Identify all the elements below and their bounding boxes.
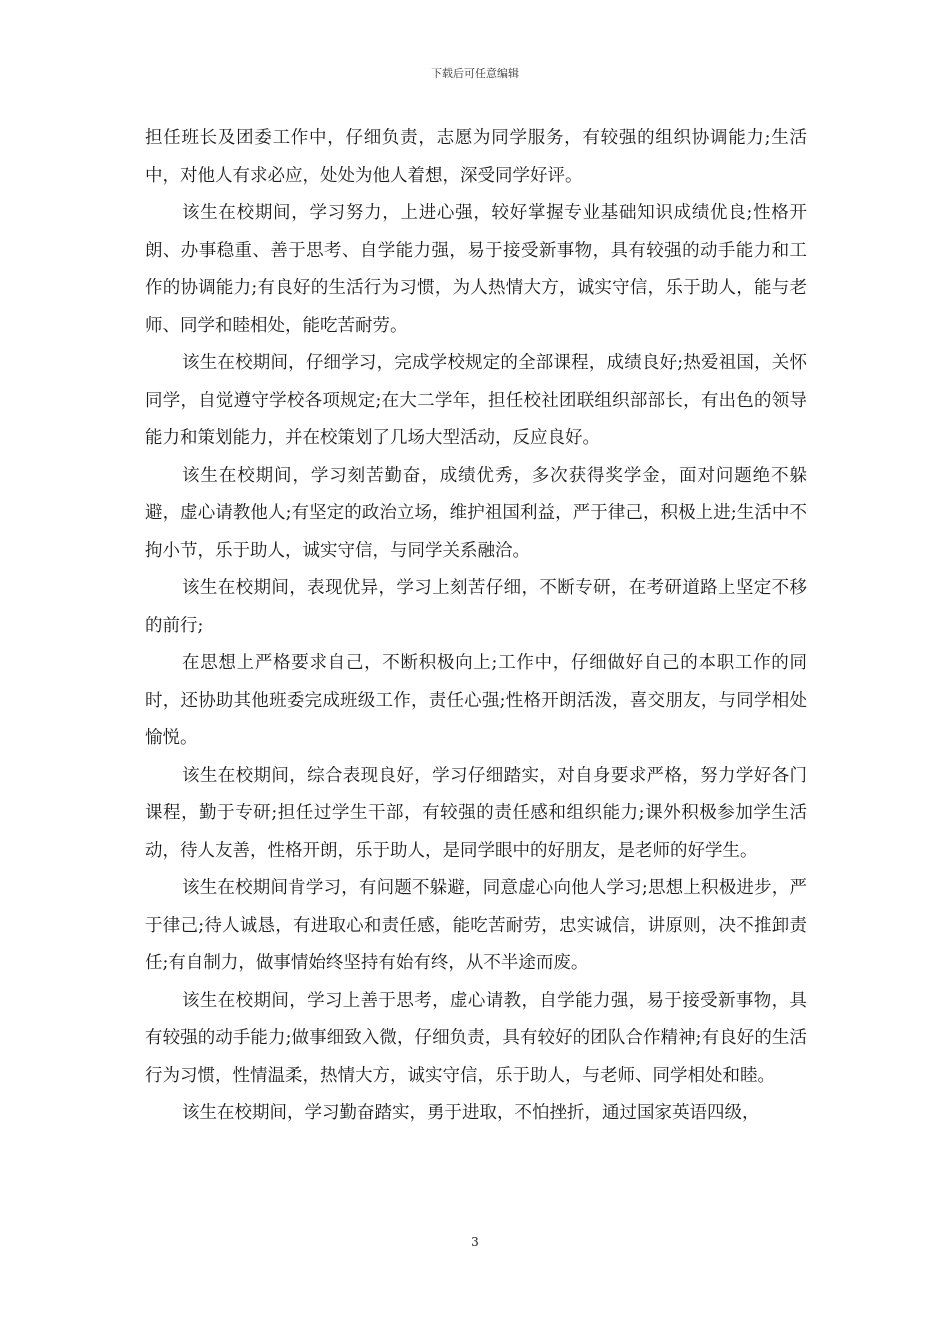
page-number: 3: [471, 1235, 479, 1249]
paragraph: 该生在校期间肯学习，有问题不躲避，同意虚心向他人学习;思想上积极进步，严于律己;待人诚恳，有进取心和责任感，能吃苦耐劳，忠实诚信，讲原则，决不推卸责任;有自制力，做事情始终坚持有始有终，从不半途而废。: [145, 878, 807, 973]
paragraph: 该生在校期间，仔细学习，完成学校规定的全部课程，成绩良好;热爱祖国，关怀同学，自觉遵守学校各项规定;在大二学年，担任校社团联组织部部长，有出色的领导能力和策划能力，并在校策划了几场大型活动，反应良好。: [145, 353, 807, 448]
document-body: [145, 120, 807, 1133]
paragraph: 该生在校期间，学习努力，上进心强，较好掌握专业基础知识成绩优良;性格开朗、办事稳重、善于思考、自学能力强，易于接受新事物，具有较强的动手能力和工作的协调能力;有良好的生活行为习惯，为人热情大方，诚实守信，乐于助人，能与老师、同学和睦相处，能吃苦耐劳。: [145, 203, 807, 336]
paragraph: 在思想上严格要求自己，不断积极向上;工作中，仔细做好自己的本职工作的同时，还协助其他班委完成班级工作，责任心强;性格开朗活泼，喜交朋友，与同学相处愉悦。: [145, 653, 807, 748]
paragraph: 该生在校期间，学习勤奋踏实，勇于进取，不怕挫折，通过国家英语四级，: [182, 1103, 760, 1123]
paragraph: 该生在校期间，表现优异，学习上刻苦仔细，不断专研，在考研道路上坚定不移的前行;: [145, 578, 807, 636]
paragraph: 该生在校期间，学习上善于思考，虚心请教，自学能力强，易于接受新事物，具有较强的动手能力;做事细致入微，仔细负责，具有较好的团队合作精神;有良好的生活行为习惯，性情温柔，热情大方，诚实守信，乐于助人，与老师、同学相处和睦。: [145, 990, 807, 1086]
page-header: 下载后可任意编辑: [431, 67, 519, 80]
paragraph: 该生在校期间，综合表现良好，学习仔细踏实，对自身要求严格，努力学好各门课程，勤于专研;担任过学生干部，有较强的责任感和组织能力;课外积极参加学生活动，待人友善，性格开朗，乐于助人，是同学眼中的好朋友，是老师的好学生。: [145, 765, 807, 861]
paragraph: 担任班长及团委工作中，仔细负责，志愿为同学服务，有较强的组织协调能力;生活中，对他人有求必应，处处为他人着想，深受同学好评。: [145, 128, 807, 186]
paragraph: 该生在校期间，学习刻苦勤奋，成绩优秀，多次获得奖学金，面对问题绝不躲避，虚心请教他人;有坚定的政治立场，维护祖国利益，严于律己，积极上进;生活中不拘小节，乐于助人，诚实守信，与同学关系融洽。: [145, 465, 807, 561]
